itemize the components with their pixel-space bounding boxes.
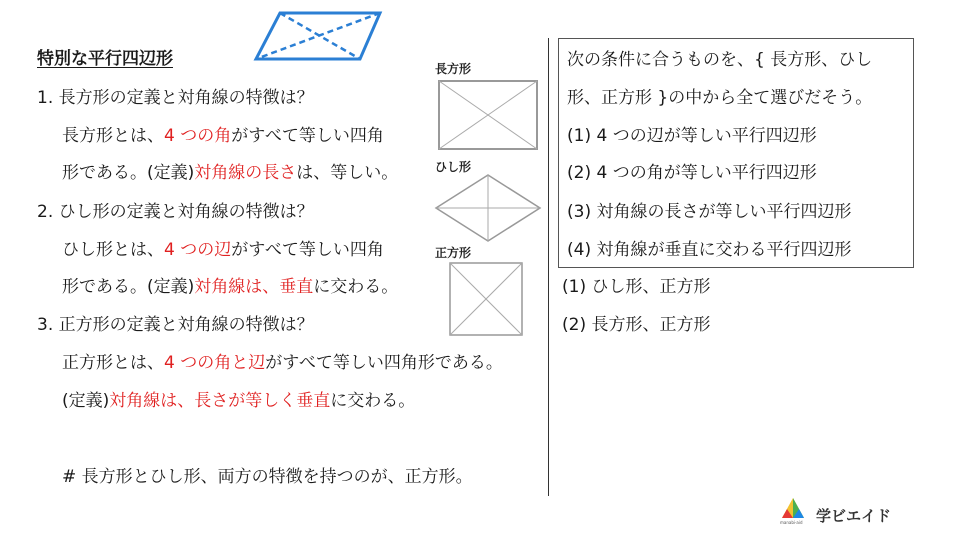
item-3-heading: 3. 正方形の定義と対角線の特徴は？ xyxy=(37,315,314,335)
item-1-line2: 形である。(定義)対角線の長さは、等しい。 xyxy=(62,163,399,183)
item-1-heading: 1. 長方形の定義と対角線の特徴は？ xyxy=(37,88,314,108)
condition-4: (4) 対角線が垂直に交わる平行四辺形 xyxy=(567,240,852,260)
rhombus-figure xyxy=(434,173,542,243)
column-divider xyxy=(548,38,549,496)
item-2-line2: 形である。(定義)対角線は、垂直に交わる。 xyxy=(62,277,399,297)
condition-3: (3) 対角線の長さが等しい平行四辺形 xyxy=(567,202,852,222)
logo-text: 学ビエイド xyxy=(816,507,892,525)
item-1-line1: 長方形とは、4 つの角がすべて等しい四角 xyxy=(62,126,384,146)
item-2-heading: 2. ひし形の定義と対角線の特徴は？ xyxy=(37,202,314,222)
rectangle-figure xyxy=(438,80,538,150)
condition-2: (2) 4 つの角が等しい平行四辺形 xyxy=(567,163,817,183)
question-box xyxy=(558,38,914,268)
parallelogram-figure xyxy=(250,10,385,62)
rectangle-label: 長方形 xyxy=(435,62,472,76)
page-title: 特別な平行四辺形 xyxy=(37,49,173,69)
question-line2: 形、正方形 }の中から全て選びだそう。 xyxy=(567,88,873,108)
summary-note: # 長方形とひし形、両方の特徴を持つのが、正方形。 xyxy=(62,467,473,487)
condition-1: (1) 4 つの辺が等しい平行四辺形 xyxy=(567,126,817,146)
item-3-line1: 正方形とは、4 つの角と辺がすべて等しい四角形である。 xyxy=(62,353,503,373)
square-label: 正方形 xyxy=(435,246,472,260)
logo-icon xyxy=(781,497,805,519)
question-line1: 次の条件に合うものを、{ 長方形、ひし xyxy=(567,50,873,70)
answer-2: (2) 長方形、正方形 xyxy=(562,315,711,335)
answer-1: (1) ひし形、正方形 xyxy=(562,277,711,297)
square-figure xyxy=(449,262,523,336)
item-3-line2: (定義)対角線は、長さが等しく垂直に交わる。 xyxy=(62,391,416,411)
rhombus-label: ひし形 xyxy=(435,160,472,174)
item-2-line1: ひし形とは、4 つの辺がすべて等しい四角 xyxy=(62,240,384,260)
logo-subtitle: manabi-aid xyxy=(780,520,803,525)
